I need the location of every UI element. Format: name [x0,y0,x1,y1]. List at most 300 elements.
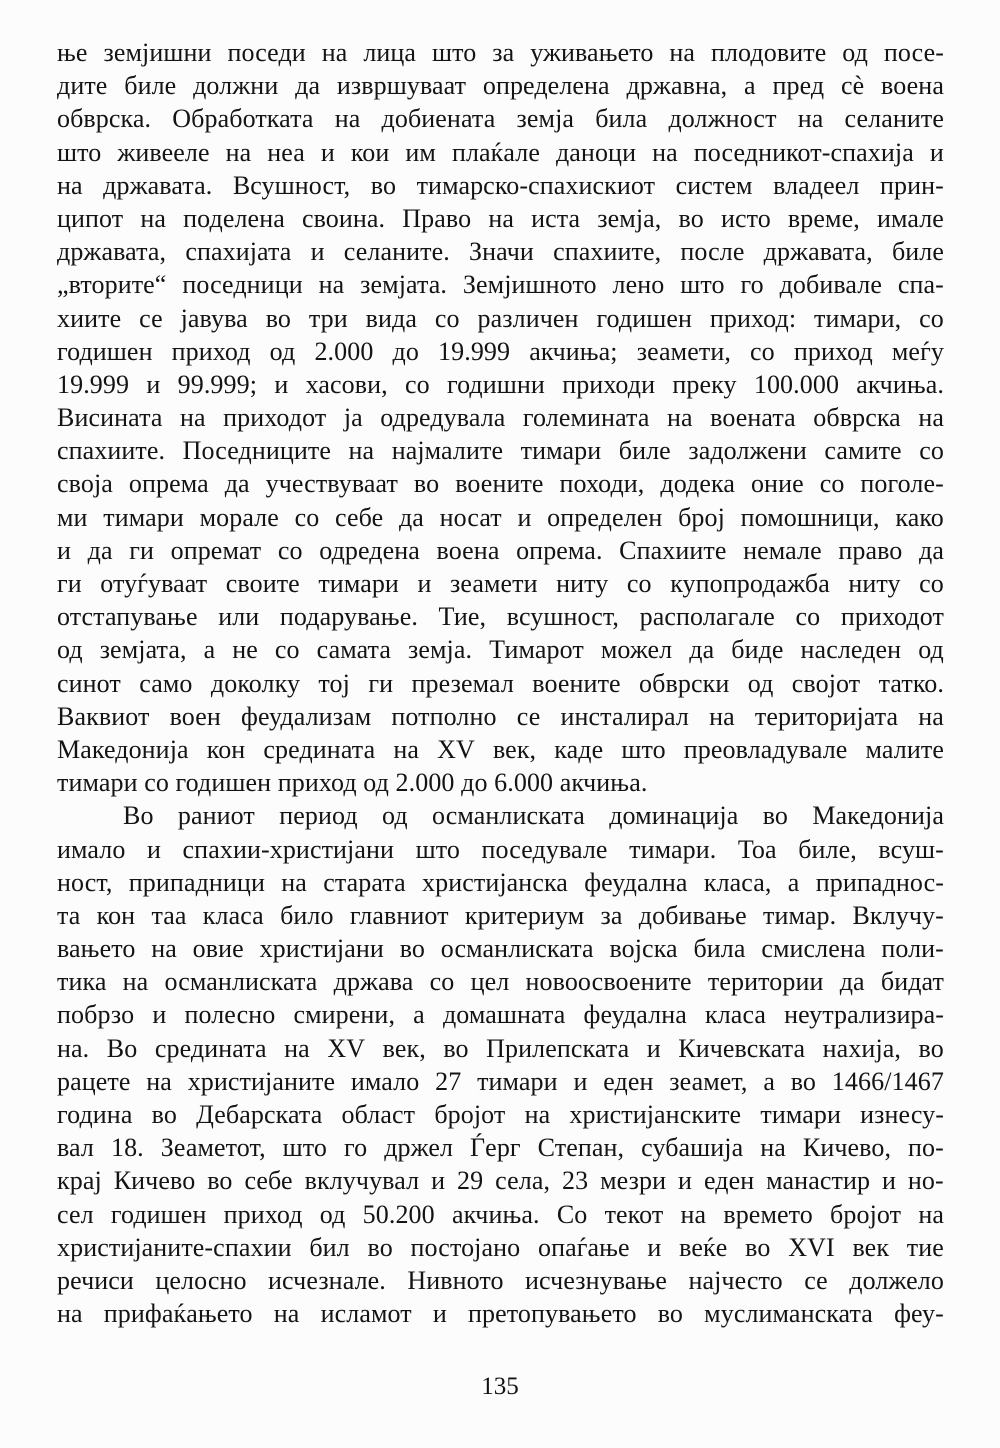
word: таа [151,900,187,930]
word: по- [908,1133,944,1163]
word: на [146,1066,172,1096]
word: та [57,900,81,930]
word: како [895,502,944,532]
word: XVI [788,1232,835,1262]
word: во [207,1166,233,1196]
word: и [431,1166,446,1196]
word: преку [672,369,737,399]
word: тимари [520,436,602,466]
word: до [392,336,419,366]
word: Македонија [812,801,944,831]
word: земја [516,104,575,134]
word: имало [57,834,126,864]
word: класа [202,900,264,930]
word: територии [707,967,824,997]
word: тимари. [629,834,717,864]
word: селаните [844,104,944,134]
word: припаднос- [815,867,944,897]
word: 19.999 [438,336,511,366]
word: османлиската [440,934,594,964]
word: наследен [800,635,902,665]
word: поделена [183,203,285,233]
word: на [151,934,177,964]
word: воените [455,469,544,499]
word: доколку [210,668,301,698]
word: главниот [349,900,449,930]
word: Нивното [407,1265,504,1295]
word: со [795,602,821,632]
word: тимари [477,1066,558,1096]
word: селаните. [343,237,450,267]
word: на [918,701,944,731]
word: во [745,1232,771,1262]
text-line [57,69,944,102]
word: опрема. [516,535,603,565]
word: на [321,38,348,67]
word: кон [96,900,136,930]
word: и [417,569,432,598]
word: исчезнување [525,1265,667,1295]
word: да [689,635,715,665]
word: а [787,867,800,897]
text-line [57,633,944,666]
word: инсталирал [560,701,689,731]
word: должност [668,104,777,134]
word: татко. [878,668,944,698]
word: христијани [259,934,384,964]
word: јавува [180,303,248,333]
text-line [57,799,944,832]
word: всуш- [878,834,944,864]
word: исто [720,203,771,233]
word: христијанските [569,1100,742,1129]
word: го [740,270,764,300]
word: себе [244,1166,293,1196]
word: сѐ [840,71,865,101]
word: лено [612,270,665,300]
word: Тие, [438,602,487,632]
word: посе- [883,38,944,67]
word: зеамети, [636,336,731,366]
word: во [678,203,704,233]
word: на [57,1299,83,1329]
word: и [573,1066,588,1096]
word: во [399,934,425,964]
word: своја [57,469,113,499]
word: територијата [754,701,899,731]
word: приход [223,1199,303,1229]
word: систем [675,170,753,200]
word: Поседниците [182,436,332,466]
word: годишен [596,303,693,333]
word: Зеаметот, [160,1133,266,1163]
word: со [919,569,944,598]
word: рацете [57,1066,131,1096]
word: преовладувале [683,734,848,764]
word: Ваквиот [57,701,150,731]
word: со [429,967,455,997]
word: зеамети [450,569,538,598]
text-line [57,965,944,998]
word: државна, [626,71,728,101]
word: држава [333,967,414,997]
word: година [57,1100,133,1129]
word: и [57,535,72,565]
word: кои [350,137,390,167]
word: османлиската [164,967,318,997]
word: да [919,535,944,565]
word: или [218,602,260,632]
word: опремат [170,535,262,565]
text-line [57,136,944,169]
word: дите [57,71,108,101]
word: годишен [110,1199,207,1229]
word: поседникот-спахија [693,137,914,167]
word: поли- [881,934,944,964]
word: ниту [556,569,609,598]
word: се [804,1265,828,1295]
word: класа, [703,867,772,897]
text-line [57,1231,944,1264]
word: приход [793,336,873,366]
word: во [367,1232,393,1262]
word: тика [57,967,107,997]
word: критериум [464,900,585,930]
word: годишен [57,336,153,366]
word: села, [495,1166,551,1196]
word: област [341,1100,416,1129]
text-line [57,202,944,235]
word: и [320,137,335,167]
word: на [709,701,735,731]
word: на [284,1033,310,1063]
word: од [381,801,408,831]
text-line [57,1164,944,1197]
text-line [57,102,944,135]
word: спахии-христијани [182,834,395,864]
word: и [432,1299,447,1329]
word: доминација [609,801,739,831]
word: на [669,38,696,67]
word: одредена [319,535,420,565]
text-line [57,534,944,567]
word: класа [705,1000,767,1030]
word: и [152,1000,167,1030]
word: османлиската [432,801,585,831]
word: немале [743,535,822,565]
text-line [57,36,944,69]
word: се [516,701,541,731]
word: приход [171,336,251,366]
word: тимари [760,1100,841,1129]
word: добивале [779,270,882,300]
word: живееле [117,137,210,167]
word: феу- [894,1299,944,1329]
word: полесно [184,1000,276,1030]
word: приходот [840,602,944,632]
word: Кичево, [802,1133,892,1163]
word: Спахиите [619,535,727,565]
word: акчиња; [529,336,618,366]
word: тимари [318,569,399,598]
word: средината [263,734,376,764]
word: биле [124,71,177,101]
word: тимари, [814,303,902,333]
word: на [918,403,944,433]
word: учествуваат [265,469,398,499]
word: Обработката [172,104,314,134]
text-line [57,1198,944,1231]
text-line [57,1131,944,1164]
word: располагале [639,602,775,632]
word: државата, [763,237,873,267]
word: ми [57,502,88,532]
word: манастир [766,1166,871,1196]
word: 50.200 [362,1199,435,1229]
word: бројот [830,1199,902,1229]
word: времето [723,1199,813,1229]
word: поседи [227,38,306,67]
word: своите [225,569,300,598]
word: всушност, [506,602,620,632]
text-line [57,1297,944,1330]
word: приходи [562,369,656,399]
word: христијанска [422,867,568,897]
word: крај [57,1166,102,1196]
word: акчиња. [856,369,944,399]
word: во [265,303,292,333]
word: веќе [679,1232,728,1262]
word: старата [323,867,406,897]
word: смислена [761,934,866,964]
word: самите [824,436,902,466]
word: и [146,369,161,399]
word: обврска. [57,104,152,134]
word: на [797,104,824,134]
word: и [647,1232,662,1262]
text-line [57,268,944,301]
word: морале [199,502,279,532]
word: припадници [128,867,265,897]
word: век, [492,734,537,764]
word: и [274,369,289,399]
word: обврска [813,403,901,433]
word: на [122,967,149,997]
word: и [678,1166,693,1196]
word: во [657,1299,684,1329]
word: земјата, [99,635,187,665]
word: во [443,1033,469,1063]
word: текот [604,1199,664,1229]
word: после [680,237,745,267]
word: на [680,1199,707,1229]
text-line [57,434,944,467]
text-line [57,567,944,600]
word: била [693,934,746,964]
word: овие [192,934,244,964]
word: Со [556,1199,588,1229]
word: вклучувал [304,1166,420,1196]
word: Во [106,1033,138,1063]
word: и [310,237,325,267]
word: Висината [57,403,163,433]
word: пред [772,71,825,101]
word: земјишни [103,38,212,67]
word: самата [316,635,391,665]
word: на [393,734,419,764]
word: опрема [128,469,209,499]
word: тимар. [763,900,837,930]
word: Тоа [737,834,777,864]
word: да [224,469,250,499]
word: со [919,303,944,333]
word: Земјишното [462,270,597,300]
word: што [431,38,477,67]
word: вал [57,1133,94,1163]
word: плаќале [451,137,540,167]
word: купопродажба [670,569,830,598]
word: постојано [410,1232,521,1262]
word: уживањето [530,38,654,67]
word: на [57,170,83,200]
word: додека [660,469,735,499]
word: во [918,1033,944,1063]
word: да [295,71,321,101]
word: во [413,469,440,499]
word: 2.000 [314,336,374,366]
text-line [57,501,944,534]
word: „вторите“ [57,270,167,300]
word: а [203,635,216,665]
word: била [595,104,648,134]
word: ње [57,38,88,67]
word: и [146,834,161,864]
word: во [151,1100,177,1129]
word: годишни [446,369,545,399]
word: 23 [561,1166,589,1196]
word: а [744,71,756,101]
word: од [842,38,868,67]
word: синот [57,668,121,698]
word: на [918,1199,944,1229]
text-line [57,235,944,268]
word: Всушност, [232,170,351,200]
word: кон [206,734,246,764]
word: христијаните [187,1066,336,1096]
word: период [279,801,358,831]
word: бројот [434,1100,506,1129]
word: новоосвоените [525,967,692,997]
word: од [747,668,774,698]
text-block [57,36,944,1330]
word: не [232,635,258,665]
word: време, [787,203,860,233]
word: со [919,436,944,466]
text-line [57,368,944,401]
word: во [762,801,788,831]
word: христијаните-спахии [57,1232,292,1262]
word: тие [906,1232,944,1262]
word: одредувала [380,403,506,433]
word: Кичевската [678,1033,806,1063]
word: на [760,1133,786,1163]
word: и [929,137,944,167]
word: исламот [320,1299,412,1329]
word: зеамет, [669,1066,748,1096]
word: што [621,734,666,764]
word: Прилепската [486,1033,630,1063]
word: и [881,1166,896,1196]
word: отуѓуваат [100,569,208,598]
word: Во [123,801,154,831]
word: феудална [583,1000,687,1030]
word: бидат [880,967,944,997]
word: хасови, [305,369,388,399]
word: добивање [638,900,747,930]
word: воена [881,71,944,101]
word: биле [618,436,671,466]
word: владеел [773,170,860,200]
word: бил [309,1232,350,1262]
word: должело [849,1265,944,1295]
word: XV [327,1033,366,1063]
text-line [57,899,944,932]
word: сел [57,1199,94,1229]
word: поседувале [481,834,608,864]
word: три [308,303,348,333]
word: биле, [798,834,857,864]
word: спа- [897,270,944,300]
word: што [57,137,102,167]
word: го [343,1133,368,1163]
word: цел [470,967,510,997]
word: на [318,270,345,300]
word: малите [865,734,944,764]
word: со [274,635,300,665]
word: и [646,1033,661,1063]
word: еден [603,1066,654,1096]
word: својот [791,668,861,698]
word: воената [710,403,796,433]
word: раниот [177,801,255,831]
word: 1466/1467 [831,1066,944,1096]
word: со [626,569,652,598]
word: себе [335,502,384,532]
word: XV [437,734,475,764]
word: за [492,38,515,67]
word: мезри [600,1166,667,1196]
word: а [413,1000,425,1030]
word: од [918,635,944,665]
word: 18. [110,1133,144,1163]
word: опаѓање [537,1232,630,1262]
word: на [334,104,361,134]
page-number: 135 [481,1373,519,1400]
word: акчиња. [451,1199,540,1229]
word: домашната [442,1000,566,1030]
word: извршуваат [336,71,467,101]
word: на [652,137,678,167]
word: неутрализира- [784,1000,944,1030]
text-line [57,335,944,368]
word: да [398,502,424,532]
word: ги [368,668,394,698]
word: должни [193,71,279,101]
text-line [57,932,944,965]
word: тој [318,668,350,698]
word: целосно [155,1265,247,1295]
word: вањето [57,934,136,964]
